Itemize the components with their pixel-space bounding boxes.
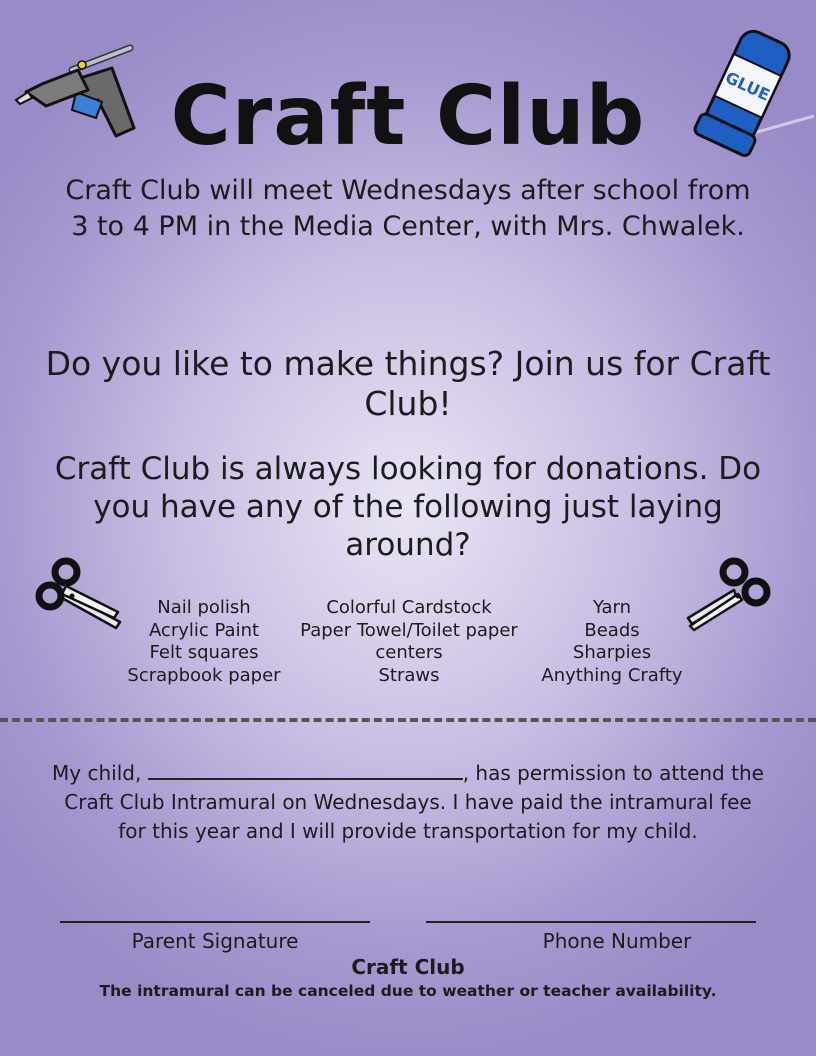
parent-signature-label: Parent Signature [131, 929, 299, 953]
list-item: Yarn [592, 597, 632, 618]
list-item: Acrylic Paint [148, 619, 260, 641]
donation-request: Craft Club is always looking for donations. Do you have any of the following just laying around? [54, 451, 762, 563]
list-item: centers [375, 642, 443, 663]
donation-list-column-2 [284, 597, 534, 687]
footer-note: The intramural can be canceled due to weather or teacher availability. [99, 982, 717, 1000]
page-title: Craft Club [170, 69, 646, 164]
list-item: Anything Crafty [541, 664, 683, 686]
child-name-field[interactable] [148, 760, 463, 780]
permission-suffix: , has permission to attend the Craft Club Intramural on Wednesdays. I have paid the intramural fee for this year and I will provide transportation for my child. [64, 761, 764, 843]
invitation-text: Do you like to make things? Join us for Craft Club! [45, 344, 771, 423]
cut-line-divider [0, 718, 816, 722]
permission-prefix: My child, [52, 761, 142, 785]
footer-title: Craft Club [351, 955, 465, 979]
donation-list-column-1 [104, 597, 304, 687]
list-item: Paper Towel/Toilet paper [300, 619, 518, 641]
meeting-info: Craft Club will meet Wednesdays after school from 3 to 4 PM in the Media Center, with Mrs. Chwalek. [65, 175, 751, 242]
list-item: Straws [378, 664, 440, 686]
permission-statement [50, 759, 766, 846]
phone-number-label: Phone Number [542, 929, 692, 953]
list-item: Beads [584, 619, 640, 641]
list-item: Colorful Cardstock [326, 597, 492, 618]
list-item: Sharpies [572, 642, 652, 663]
list-item: Nail polish [157, 597, 251, 618]
parent-signature-line[interactable] [60, 921, 370, 923]
list-item: Scrapbook paper [127, 664, 281, 686]
glue-stick-label: GLUE [722, 67, 773, 105]
donation-list-column-3 [522, 597, 702, 687]
list-item: Felt squares [149, 642, 259, 663]
phone-number-line[interactable] [426, 921, 756, 923]
